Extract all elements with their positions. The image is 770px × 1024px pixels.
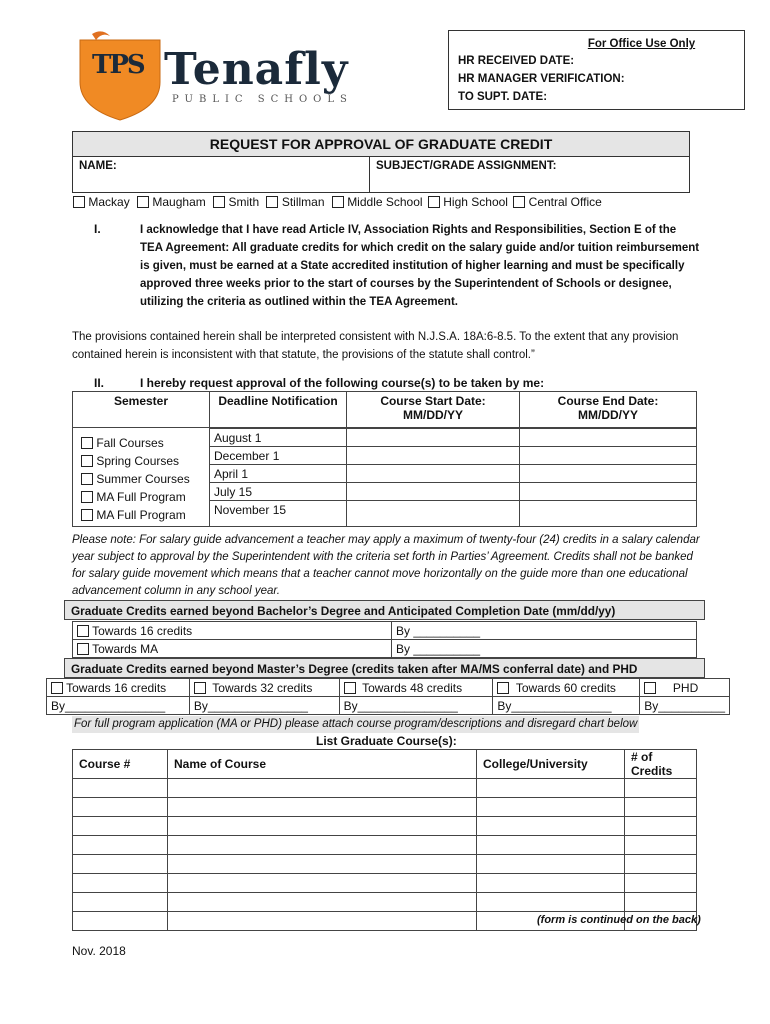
start-format: MM/DD/YY [403,408,463,422]
full-program-note: For full program application (MA or PHD) please attach course program/descriptions and disregard chart below [72,716,639,733]
course-cell[interactable] [73,817,168,836]
courses-table [72,749,697,931]
supt-date[interactable]: TO SUPT. DATE: [458,91,548,103]
course-cell[interactable] [73,893,168,912]
checkbox[interactable] [137,196,149,208]
semester-option[interactable]: MA Full Program [81,490,209,508]
checkbox[interactable] [513,196,525,208]
course-cell[interactable] [73,912,168,931]
deadline-value: December 1 [210,447,346,465]
checkbox[interactable] [194,682,206,694]
course-cell[interactable] [168,836,477,855]
course-cell[interactable] [73,874,168,893]
course-cell[interactable] [625,779,697,798]
office-use-box [448,30,745,110]
course-cell[interactable] [477,874,625,893]
masters-option[interactable]: Towards 60 credits [493,679,640,697]
checkbox[interactable] [81,437,93,449]
deadline-header-cell [210,392,347,428]
checkbox[interactable] [428,196,440,208]
course-cell[interactable] [168,779,477,798]
college-header: College/University [477,750,625,779]
bachelor-by-date[interactable]: By __________ [392,640,697,658]
checkbox[interactable] [73,196,85,208]
masters-by-date[interactable]: By_______________ [189,697,339,715]
end-header-cell [520,392,697,428]
checkbox[interactable] [332,196,344,208]
course-cell[interactable] [73,855,168,874]
course-cell[interactable] [168,893,477,912]
masters-option[interactable]: Towards 48 credits [339,679,493,697]
school-option[interactable]: Middle School [332,195,423,209]
office-use-title: For Office Use Only [587,38,696,50]
name-field[interactable] [73,156,370,192]
course-cell[interactable] [477,779,625,798]
bachelor-option[interactable]: Towards 16 credits [73,622,392,640]
masters-option[interactable]: Towards 16 credits [47,679,190,697]
school-checkboxes [73,195,602,209]
masters-by-date[interactable]: By_______________ [339,697,493,715]
deadline-values [210,428,347,527]
course-cell[interactable] [168,912,477,931]
school-option[interactable]: Stillman [266,195,324,209]
course-cell[interactable] [625,874,697,893]
checkbox[interactable] [266,196,278,208]
end-date-input[interactable] [520,428,697,527]
section-1-text: I acknowledge that I have read Article IV, Association Rights and Responsibilities, Section E of the TEA Agreement: All graduate credits for which credit on the salary guide and/or tuition reimbursement is given, must be earned at a State accredited institution of higher learning and must be specifically approved three weeks prior to the start of courses by the Superintendent of Schools or designee, utilizing the criteria as outlined within the TEA Agreement. [140,224,700,308]
masters-table [46,678,730,715]
course-cell[interactable] [73,798,168,817]
course-cell[interactable] [73,779,168,798]
semester-header: Semester [113,394,169,408]
deadline-value: April 1 [210,465,346,483]
masters-by-date[interactable]: By_______________ [47,697,190,715]
course-cell[interactable] [477,893,625,912]
checkbox[interactable] [644,682,656,694]
continued-note: (form is continued on the back) [537,914,701,926]
checkbox[interactable] [81,509,93,521]
course-cell[interactable] [477,817,625,836]
semester-table [72,391,697,527]
salary-note: Please note: For salary guide advancement a teacher may apply a maximum of twenty-four (24) credits in a salary calendar year subject to approval by the Superintendent with the criteria set forth in Parties’ Agreement. Credits shall not be banked for salary guide movement which means that a teacher cannot move horizontally on the guide more than one educational advancement column in any school year. [72,534,700,597]
school-option[interactable]: Mackay [73,195,130,209]
start-header: Course Start Date: [380,394,486,408]
school-option[interactable]: Smith [213,195,259,209]
credits-header: # of Credits [625,750,697,779]
semester-option[interactable]: Summer Courses [81,472,209,490]
bachelor-table [72,621,697,658]
checkbox[interactable] [497,682,509,694]
course-cell[interactable] [625,855,697,874]
course-cell[interactable] [168,798,477,817]
course-cell[interactable] [625,817,697,836]
masters-option[interactable]: Towards 32 credits [189,679,339,697]
course-cell[interactable] [168,855,477,874]
end-format: MM/DD/YY [578,408,638,422]
district-logo [72,28,362,123]
masters-by-date[interactable]: By_______________ [493,697,640,715]
start-date-input[interactable] [347,428,520,527]
semester-option[interactable]: MA Full Program [81,508,209,526]
deadline-value: November 15 [210,501,346,519]
section-1-numeral: I. [94,222,101,236]
deadline-header: Deadline Notification [218,394,338,408]
checkbox[interactable] [81,455,93,467]
checkbox[interactable] [51,682,63,694]
school-option[interactable]: High School [428,195,508,209]
checkbox[interactable] [77,625,89,637]
logo-name: Tenafly [164,44,349,95]
course-name-header: Name of Course [168,750,477,779]
bachelor-option[interactable]: Towards MA [73,640,392,658]
course-cell[interactable] [625,798,697,817]
section-2-heading: I hereby request approval of the following course(s) to be taken by me: [140,376,545,390]
bachelor-heading: Graduate Credits earned beyond Bachelor’s Degree and Anticipated Completion Date (mm/dd/yy) [64,600,705,620]
school-option[interactable]: Central Office [513,195,602,209]
masters-heading: Graduate Credits earned beyond Master’s Degree (credits taken after MA/MS conferral date) and PHD [64,658,705,678]
checkbox[interactable] [213,196,225,208]
logo-subtitle: PUBLIC SCHOOLS [172,94,353,105]
deadline-value: August 1 [210,429,346,447]
semester-options [73,428,210,527]
school-option[interactable]: Maugham [137,195,206,209]
subject-field[interactable] [370,156,689,192]
checkbox[interactable] [344,682,356,694]
course-cell[interactable] [625,893,697,912]
subject-label: SUBJECT/GRADE ASSIGNMENT: [376,160,557,172]
revision-date: Nov. 2018 [72,944,126,958]
provisions-text: The provisions contained herein shall be interpreted consistent with N.J.S.A. 18A:6-8.5. To the extent that any provision contained herein is inconsistent with that statute, the provisions of the statute shall control.” [72,331,679,361]
section-2-numeral: II. [94,376,105,390]
courses-title: List Graduate Course(s): [316,734,457,748]
course-cell[interactable] [73,836,168,855]
hr-received-date[interactable]: HR RECEIVED DATE: [458,55,575,67]
hr-manager-verification[interactable]: HR MANAGER VERIFICATION: [458,73,625,85]
checkbox[interactable] [81,491,93,503]
checkbox[interactable] [81,473,93,485]
masters-by-date[interactable]: By__________ [640,697,730,715]
course-cell[interactable] [168,817,477,836]
logo-monogram: TPS [92,50,144,80]
semester-option[interactable]: Fall Courses [81,436,209,454]
deadline-grid [210,428,346,518]
course-cell[interactable] [477,855,625,874]
course-cell[interactable] [477,836,625,855]
course-cell[interactable] [168,874,477,893]
start-header-cell [347,392,520,428]
form-header-box [72,131,690,193]
semester-option[interactable]: Spring Courses [81,454,209,472]
checkbox[interactable] [77,643,89,655]
deadline-value: July 15 [210,483,346,501]
bachelor-by-date[interactable]: By __________ [392,622,697,640]
semester-header-cell [73,392,210,428]
course-number-header: Course # [73,750,168,779]
course-cell[interactable] [477,798,625,817]
form-title: REQUEST FOR APPROVAL OF GRADUATE CREDIT [73,132,689,157]
name-label: NAME: [79,160,117,172]
masters-option[interactable]: PHD [640,679,730,697]
course-cell[interactable] [625,836,697,855]
end-header: Course End Date: [557,394,659,408]
